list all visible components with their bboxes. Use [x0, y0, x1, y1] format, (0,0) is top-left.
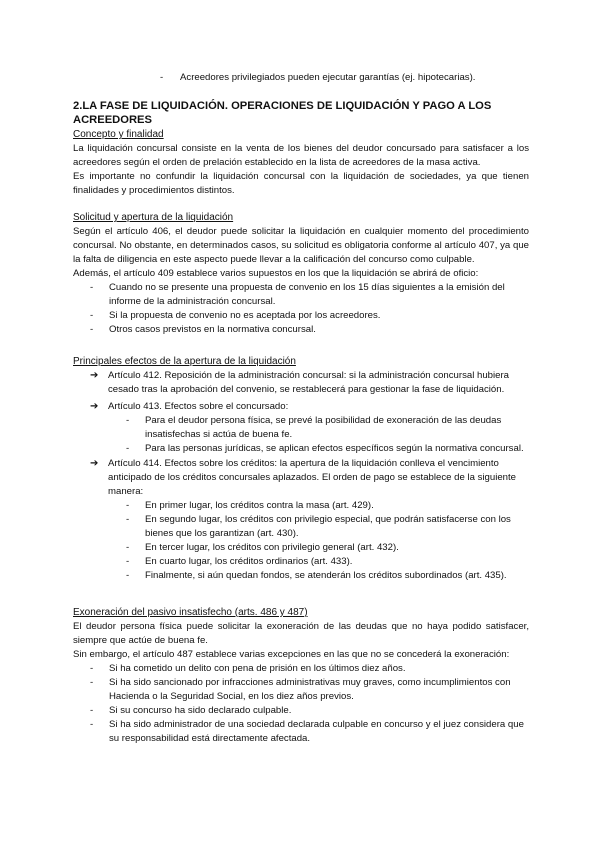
dash-bullet: - — [160, 72, 164, 83]
section-concepto — [73, 128, 529, 198]
section-heading: 2.LA FASE DE LIQUIDACIÓN. OPERACIONES DE LIQUIDACIÓN Y PAGO A LOS ACREEDORES — [73, 100, 492, 126]
paragraph: Sin embargo, el artículo 487 establece varias excepciones en las que no se concederá la exoneración: — [73, 649, 510, 660]
dash-bullet: - — [90, 324, 94, 335]
section-title-solicitud: Solicitud y apertura de la liquidación — [73, 212, 234, 223]
section-solicitud — [73, 211, 529, 337]
article-414: ➔ Artículo 414. Efectos sobre los créditos: la apertura de la liquidación conlleva el vencimiento anticipado de los créditos concursales aplazados. El orden de pago se establece de la siguiente manera: - En primer lugar, los créditos contra la masa (art. 429). - En segundo lugar, los créditos con privilegio especial, que podrán satisfacerse con los bienes que los garantizan (art. 430). - En tercer lugar, los créditos con privilegio general (art. 432). - En cuarto lugar, los créditos ordinarios (art. 433). - Finalmente, si aún quedan fondos, se atenderán los créditos subordinados (art. 435). — [73, 457, 529, 583]
list-item: - Si la propuesta de convenio no es aceptada por los acreedores. — [90, 310, 381, 321]
list-item: - Para el deudor persona física, se prevé la posibilidad de exoneración de las deudas insatisfechas si actúa de buena fe. — [126, 415, 502, 440]
dash-bullet: - — [126, 500, 130, 511]
arrow-bullet-icon: ➔ — [90, 401, 99, 412]
section-exoneracion — [73, 606, 529, 746]
section-title-exoneracion: Exoneración del pasivo insatisfecho (arts. 486 y 487) — [73, 607, 308, 618]
dash-bullet: - — [126, 542, 130, 553]
exceptions-list — [73, 662, 529, 746]
list-item: - Cuando no se presente una propuesta de convenio en los 15 días siguientes a la emisión del informe de la administración concursal. — [90, 282, 505, 307]
article-413-list — [108, 414, 529, 456]
dash-bullet: - — [126, 415, 130, 426]
section-efectos — [73, 355, 529, 583]
article-414-list — [108, 499, 529, 583]
list-item: - En segundo lugar, los créditos con privilegio especial, que podrán satisfacerse con los bienes que los garantizan (art. 430). — [126, 514, 511, 539]
oficio-list — [73, 281, 529, 337]
list-item: - En cuarto lugar, los créditos ordinarios (art. 433). — [126, 556, 353, 567]
list-item: - Para las personas jurídicas, se aplican efectos específicos según la normativa concursal. — [126, 443, 524, 454]
list-item: - En primer lugar, los créditos contra la masa (art. 429). — [126, 500, 374, 511]
dash-bullet: - — [90, 663, 94, 674]
arrow-bullet-icon: ➔ — [90, 370, 99, 381]
list-item: - En tercer lugar, los créditos con privilegio general (art. 432). — [126, 542, 399, 553]
arrow-bullet-icon: ➔ — [90, 458, 99, 469]
list-item: - Si ha cometido un delito con pena de prisión en los últimos diez años. — [90, 663, 406, 674]
section-title-efectos: Principales efectos de la apertura de la liquidación — [73, 356, 296, 367]
article-413: ➔ Artículo 413. Efectos sobre el concursado: - Para el deudor persona física, se prevé la posibilidad de exoneración de las deudas insatisfechas si actúa de buena fe. - Para las personas jurídicas, se aplican efectos específicos según la normativa concursal. — [73, 400, 529, 456]
dash-bullet: - — [90, 310, 94, 321]
dash-bullet: - — [90, 705, 94, 716]
list-item: - Si ha sido sancionado por infracciones administrativas muy graves, como incumplimientos con Hacienda o la Seguridad Social, en los diez años previos. — [90, 677, 511, 702]
articles-list — [73, 369, 529, 583]
paragraph: Es importante no confundir la liquidación concursal con la liquidación de sociedades, ya que tienen finalidades y procedimientos distintos. — [73, 171, 529, 196]
paragraph: Además, el artículo 409 establece varios supuestos en los que la liquidación se abrirá de oficio: — [73, 268, 479, 279]
list-item: - Si su concurso ha sido declarado culpable. — [90, 705, 292, 716]
list-item: - Si ha sido administrador de una sociedad declarada culpable en concurso y el juez considera que su responsabilidad está directamente afectada. — [90, 719, 524, 744]
paragraph: El deudor persona física puede solicitar la exoneración de las deudas que no haya podido satisfacer, siempre que actúe de buena fe. — [73, 621, 529, 646]
dash-bullet: - — [126, 570, 130, 581]
list-item: - Finalmente, si aún quedan fondos, se atenderán los créditos subordinados (art. 435). — [126, 570, 507, 581]
paragraph: Según el artículo 406, el deudor puede solicitar la liquidación en cualquier momento del procedimiento concursal. No obstante, en determinados casos, su solicitud es obligatoria conforme al artículo 407, ya que la falta de diligencia en este aspecto puede llevar a la calificación del concurso como culpable. — [73, 226, 529, 265]
dash-bullet: - — [90, 282, 94, 293]
paragraph: La liquidación concursal consiste en la venta de los bienes del deudor concursado para satisfacer a los acreedores según el orden de prelación establecido en la lista de acreedores de la masa activa. — [73, 143, 529, 168]
carryover-item-text: Acreedores privilegiados pueden ejecutar garantías (ej. hipotecarias). — [180, 72, 476, 83]
dash-bullet: - — [90, 719, 94, 730]
dash-bullet: - — [90, 677, 94, 688]
dash-bullet: - — [126, 443, 130, 454]
list-item: - Otros casos previstos en la normativa concursal. — [90, 324, 316, 335]
dash-bullet: - — [126, 514, 130, 525]
article-412: ➔ Artículo 412. Reposición de la administración concursal: si la administración concursal hubiera cesado tras la aprobación del convenio, se restablecerá para gestionar la fase de liquidación. — [90, 370, 510, 395]
section-title-concepto: Concepto y finalidad — [73, 129, 164, 140]
dash-bullet: - — [126, 556, 130, 567]
